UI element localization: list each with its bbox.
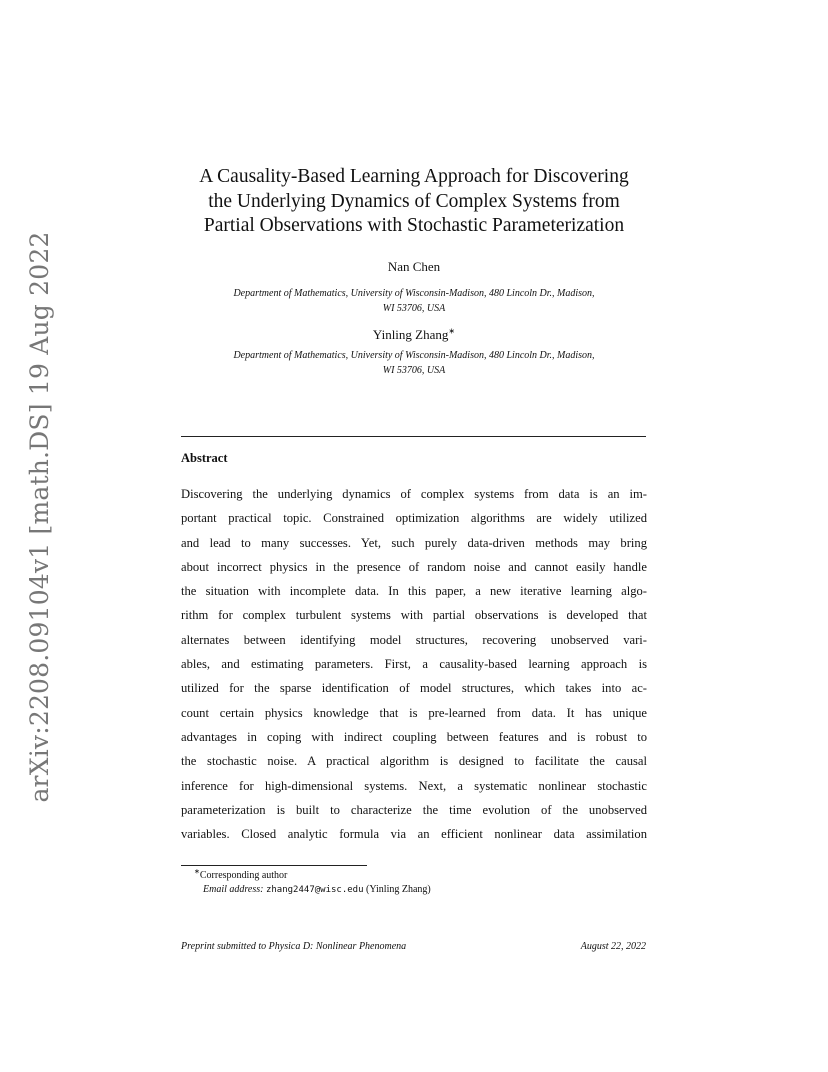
abstract-top-rule <box>181 436 646 437</box>
author-affiliation <box>178 348 650 378</box>
author-affiliation <box>178 286 650 316</box>
abstract-line: ables, and estimating parameters. First, a causality-based learning approach is <box>181 657 647 672</box>
affiliation-line: Department of Mathematics, University of Wisconsin-Madison, 480 Lincoln Dr., Madison, <box>233 288 595 299</box>
preprint-date: August 22, 2022 <box>580 941 646 952</box>
affiliation-line: WI 53706, USA <box>382 365 446 376</box>
author-name <box>150 327 678 343</box>
email-label: Email address: <box>203 883 264 895</box>
author-name-text: Nan Chen <box>387 259 441 274</box>
abstract-line: Discovering the underlying dynamics of complex systems from data is an im- <box>181 487 647 501</box>
abstract-body <box>181 482 647 846</box>
abstract-line: variables. Closed analytic formula via an efficient nonlinear data assimilation <box>181 827 647 842</box>
email-link[interactable]: zhang2447@wisc.edu <box>265 884 364 895</box>
arxiv-identifier-stamp[interactable]: arXiv:2208.09104v1 [math.DS] 19 Aug 2022 <box>24 231 54 803</box>
corresponding-author-mark[interactable]: ∗ <box>448 326 456 336</box>
title-line: Partial Observations with Stochastic Parameterization <box>203 215 625 236</box>
footnote-mark: ∗ <box>194 867 200 876</box>
paper-title <box>150 165 678 239</box>
affiliation-line: Department of Mathematics, University of Wisconsin-Madison, 480 Lincoln Dr., Madison, <box>233 350 595 361</box>
abstract-line: inference for high-dimensional systems. Next, a systematic nonlinear stochastic <box>181 778 647 793</box>
abstract-line: rithm for complex turbulent systems with partial observations is developed that <box>181 608 647 623</box>
footnote-rule <box>181 865 367 866</box>
abstract-line: the situation with incomplete data. In this paper, a new iterative learning algo- <box>181 584 647 599</box>
footnote-email-line <box>194 883 431 898</box>
footnote <box>194 869 431 897</box>
abstract-line: count certain physics knowledge that is pre-learned from data. It has unique <box>181 705 647 720</box>
abstract-line: the stochastic noise. A practical algorithm is designed to facilitate the causal <box>181 754 647 769</box>
author-name <box>150 259 678 275</box>
author-name-text: Yinling Zhang <box>372 327 449 342</box>
affiliation-line: WI 53706, USA <box>382 303 446 314</box>
abstract-line: advantages in coping with indirect coupling between features and is robust to <box>181 729 647 744</box>
email-owner: (Yinling Zhang) <box>366 883 431 895</box>
abstract-line: utilized for the sparse identification of model structures, which takes into ac- <box>181 681 647 696</box>
abstract-line: portant practical topic. Constrained optimization algorithms are widely utilized <box>181 511 647 526</box>
footnote-corresponding <box>194 869 431 883</box>
footnote-corresponding-text: Corresponding author <box>199 870 288 881</box>
abstract-line: and lead to many successes. Yet, such purely data-driven methods may bring <box>181 535 647 550</box>
title-line: A Causality-Based Learning Approach for Discovering <box>199 166 629 187</box>
abstract-line: about incorrect physics in the presence of random noise and cannot easily handle <box>181 559 647 574</box>
abstract-line: alternates between identifying model structures, recovering unobserved vari- <box>181 632 647 647</box>
abstract-heading: Abstract <box>181 451 228 465</box>
abstract-line: parameterization is built to characterize the time evolution of the unobserved <box>181 802 647 817</box>
preprint-note: Preprint submitted to Physica D: Nonlinear Phenomena <box>181 941 407 952</box>
title-line: the Underlying Dynamics of Complex Systems from <box>208 190 620 212</box>
